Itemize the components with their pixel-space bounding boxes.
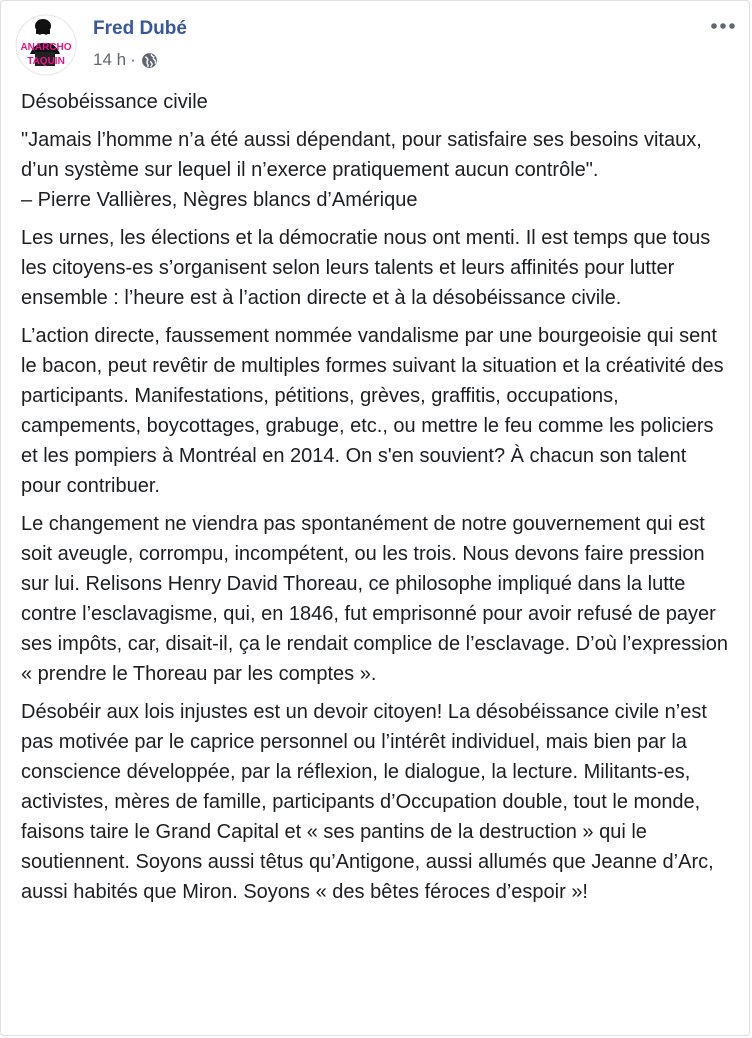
post-paragraph: L’action directe, faussement nommée vandalisme par une bourgeoisie qui sent le bacon, peut revêtir de multiples formes suivant la situation et la créativité des participants. Manifestations, pétitions, grèves, graffitis, occupations, campements, boycottages, grabuge, etc., ou mettre le feu comme les policiers et les pompiers à Montréal en 2014. On s'en souvient? À chacun son talent pour contribuer.: [21, 325, 724, 497]
post-meta: [93, 50, 158, 70]
avatar-text-top: ANARCHO: [20, 42, 72, 53]
meta-separator: ·: [130, 50, 136, 69]
avatar-image: [15, 14, 77, 76]
globe-icon[interactable]: [141, 52, 158, 69]
author-name[interactable]: Fred Dubé: [93, 18, 187, 39]
post-paragraph: Désobéissance civile: [21, 91, 208, 113]
post-paragraph: "Jamais l’homme n’a été aussi dépendant, pour satisfaire ses besoins vitaux, d’un système sur lequel il n’exerce pratiquement aucun contrôle". – Pierre Vallières, Nègres blancs d’Amérique: [21, 129, 702, 211]
post-body: [21, 87, 729, 915]
avatar[interactable]: [15, 14, 77, 76]
post-paragraph: Le changement ne viendra pas spontanément de notre gouvernement qui est soit aveugle, corrompu, incompétent, ou les trois. Nous devons faire pression sur lui. Relisons Henry David Thoreau, ce philosophe impliqué dans la lutte contre l’esclavagisme, qui, en 1846, fut emprisonné pour avoir refusé de payer ses impôts, car, disait-il, ça le rendait complice de l’esclavage. D’où l’expression « prendre le Thoreau par les comptes ».: [21, 513, 728, 685]
post-timestamp[interactable]: 14 h: [93, 50, 127, 69]
post-paragraph: Désobéir aux lois injustes est un devoir citoyen! La désobéissance civile n’est pas motivée par le caprice personnel ou l’intérêt individuel, mais bien par la conscience développée, par la réflexion, le dialogue, la lecture. Militants-es, activistes, mères de famille, participants d’Occupation double, tout le monde, faisons taire le Grand Capital et « ses pantins de la destruction » qui le soutiennent. Soyons aussi têtus qu’Antigone, aussi allumés que Jeanne d’Arc, aussi habités que Miron. Soyons « des bêtes féroces d’espoir »!: [21, 701, 714, 903]
post-header: [15, 14, 739, 74]
post-paragraph: Les urnes, les élections et la démocratie nous ont menti. Il est temps que tous les citoyens-es s’organisent selon leurs talents et leurs affinités pour lutter ensemble : l’heure est à l’action directe et à la désobéissance civile.: [21, 227, 711, 309]
more-options-icon[interactable]: [709, 16, 737, 36]
avatar-text-bottom: TAQUIN: [27, 56, 65, 67]
